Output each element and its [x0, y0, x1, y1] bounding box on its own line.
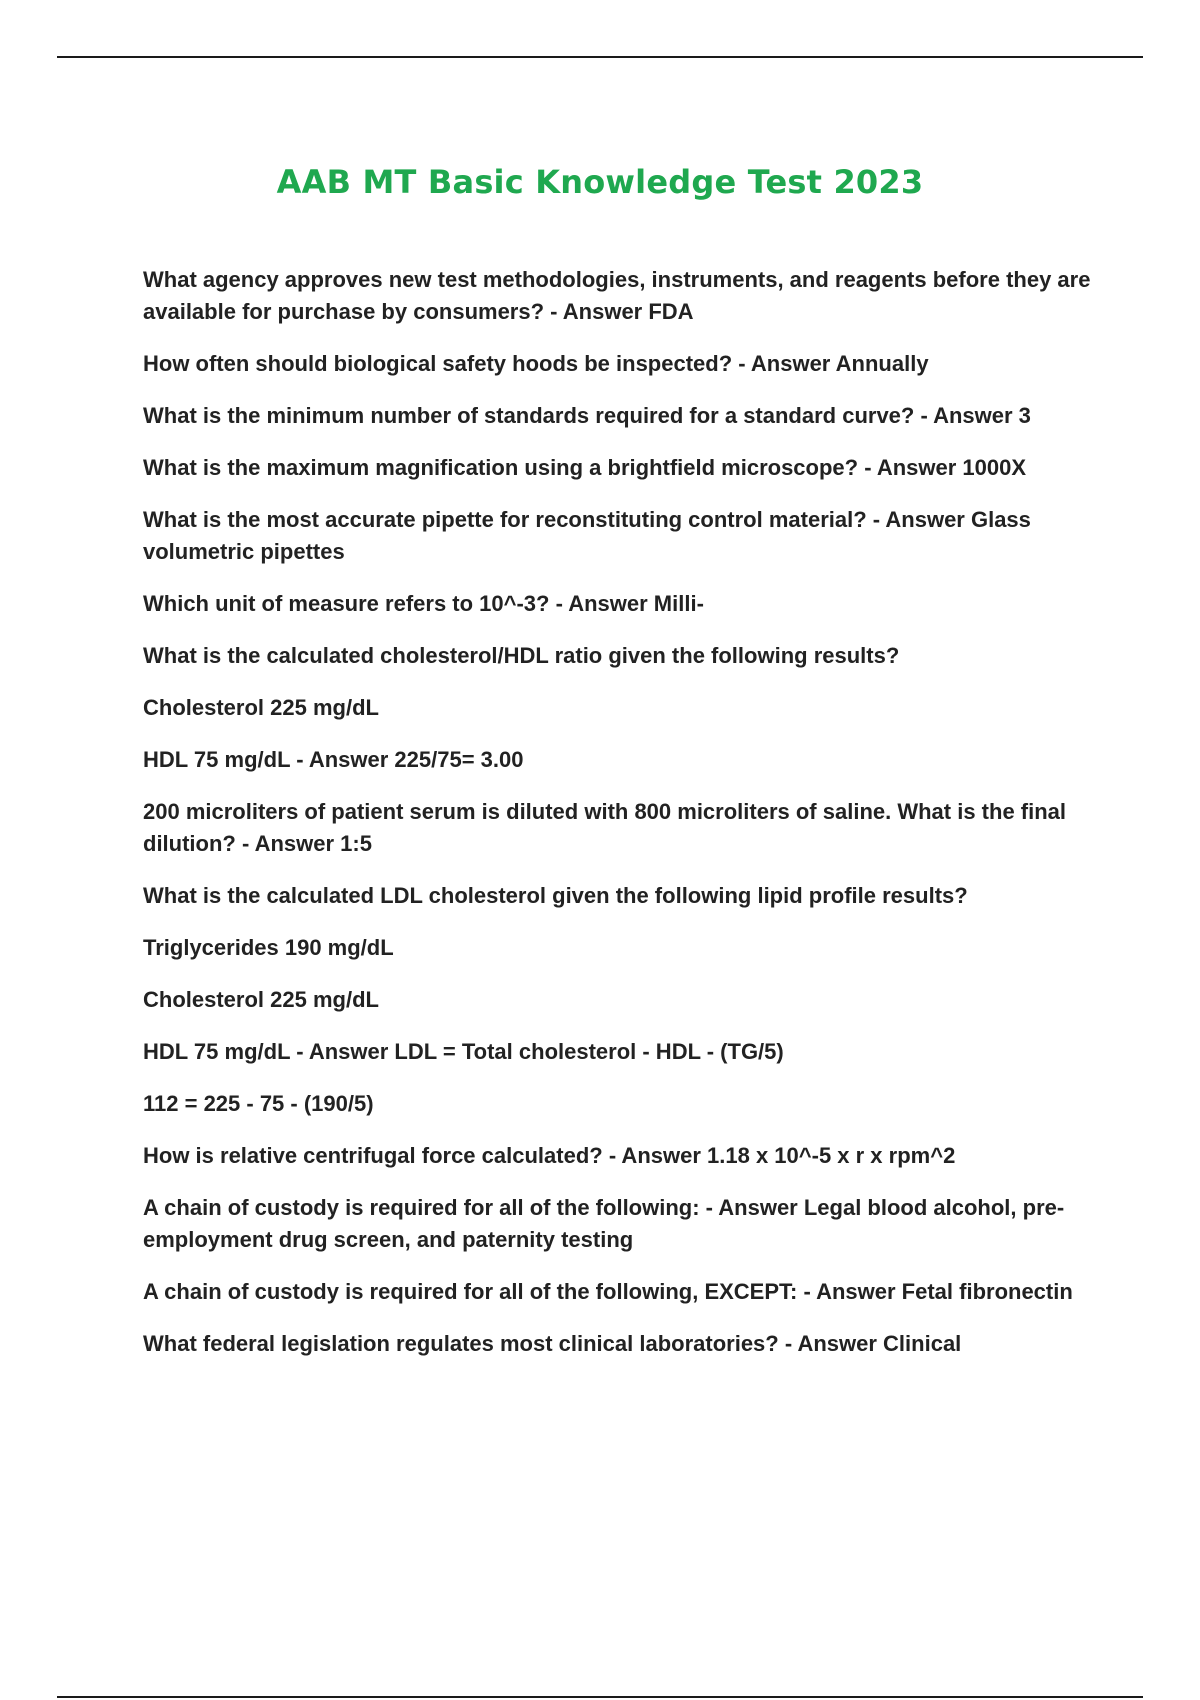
qa-paragraph: 200 microliters of patient serum is diluted with 800 microliters of saline. What is the final dilution? - Answer 1:5 — [143, 799, 1067, 856]
qa-paragraph: What is the most accurate pipette for reconstituting control material? - Answer Glass volumetric pipettes — [143, 507, 1031, 564]
qa-paragraph: Triglycerides 190 mg/dL — [143, 935, 394, 960]
qa-paragraph: How is relative centrifugal force calculated? - Answer 1.18 x 10^-5 x r x rpm^2 — [143, 1143, 956, 1168]
qa-paragraph: HDL 75 mg/dL - Answer LDL = Total cholesterol - HDL - (TG/5) — [143, 1039, 784, 1064]
qa-paragraph: A chain of custody is required for all of the following: - Answer Legal blood alcohol, pre-employment drug screen, and paternity testing — [143, 1195, 1065, 1252]
qa-paragraph: HDL 75 mg/dL - Answer 225/75= 3.00 — [143, 747, 524, 772]
qa-paragraph: Cholesterol 225 mg/dL — [143, 987, 379, 1012]
qa-paragraph: 112 = 225 - 75 - (190/5) — [143, 1091, 374, 1116]
qa-paragraph: What is the maximum magnification using a brightfield microscope? - Answer 1000X — [143, 455, 1027, 480]
qa-paragraph: What is the calculated cholesterol/HDL ratio given the following results? — [143, 643, 900, 668]
qa-paragraph: What federal legislation regulates most clinical laboratories? - Answer Clinical — [143, 1331, 962, 1356]
qa-paragraph: Cholesterol 225 mg/dL — [143, 695, 379, 720]
document-body — [143, 264, 1093, 1380]
qa-paragraph: What is the minimum number of standards required for a standard curve? - Answer 3 — [143, 403, 1031, 428]
qa-paragraph: Which unit of measure refers to 10^-3? - Answer Milli- — [143, 591, 704, 616]
bottom-rule — [57, 1696, 1143, 1698]
document-title: AAB MT Basic Knowledge Test 2023 — [276, 163, 924, 202]
qa-paragraph: What agency approves new test methodologies, instruments, and reagents before they are available for purchase by consumers? - Answer FDA — [143, 267, 1091, 324]
qa-paragraph: What is the calculated LDL cholesterol given the following lipid profile results? — [143, 883, 968, 908]
qa-paragraph: A chain of custody is required for all of the following, EXCEPT: - Answer Fetal fibronectin — [143, 1279, 1073, 1304]
qa-paragraph: How often should biological safety hoods be inspected? - Answer Annually — [143, 351, 929, 376]
top-rule — [57, 56, 1143, 58]
